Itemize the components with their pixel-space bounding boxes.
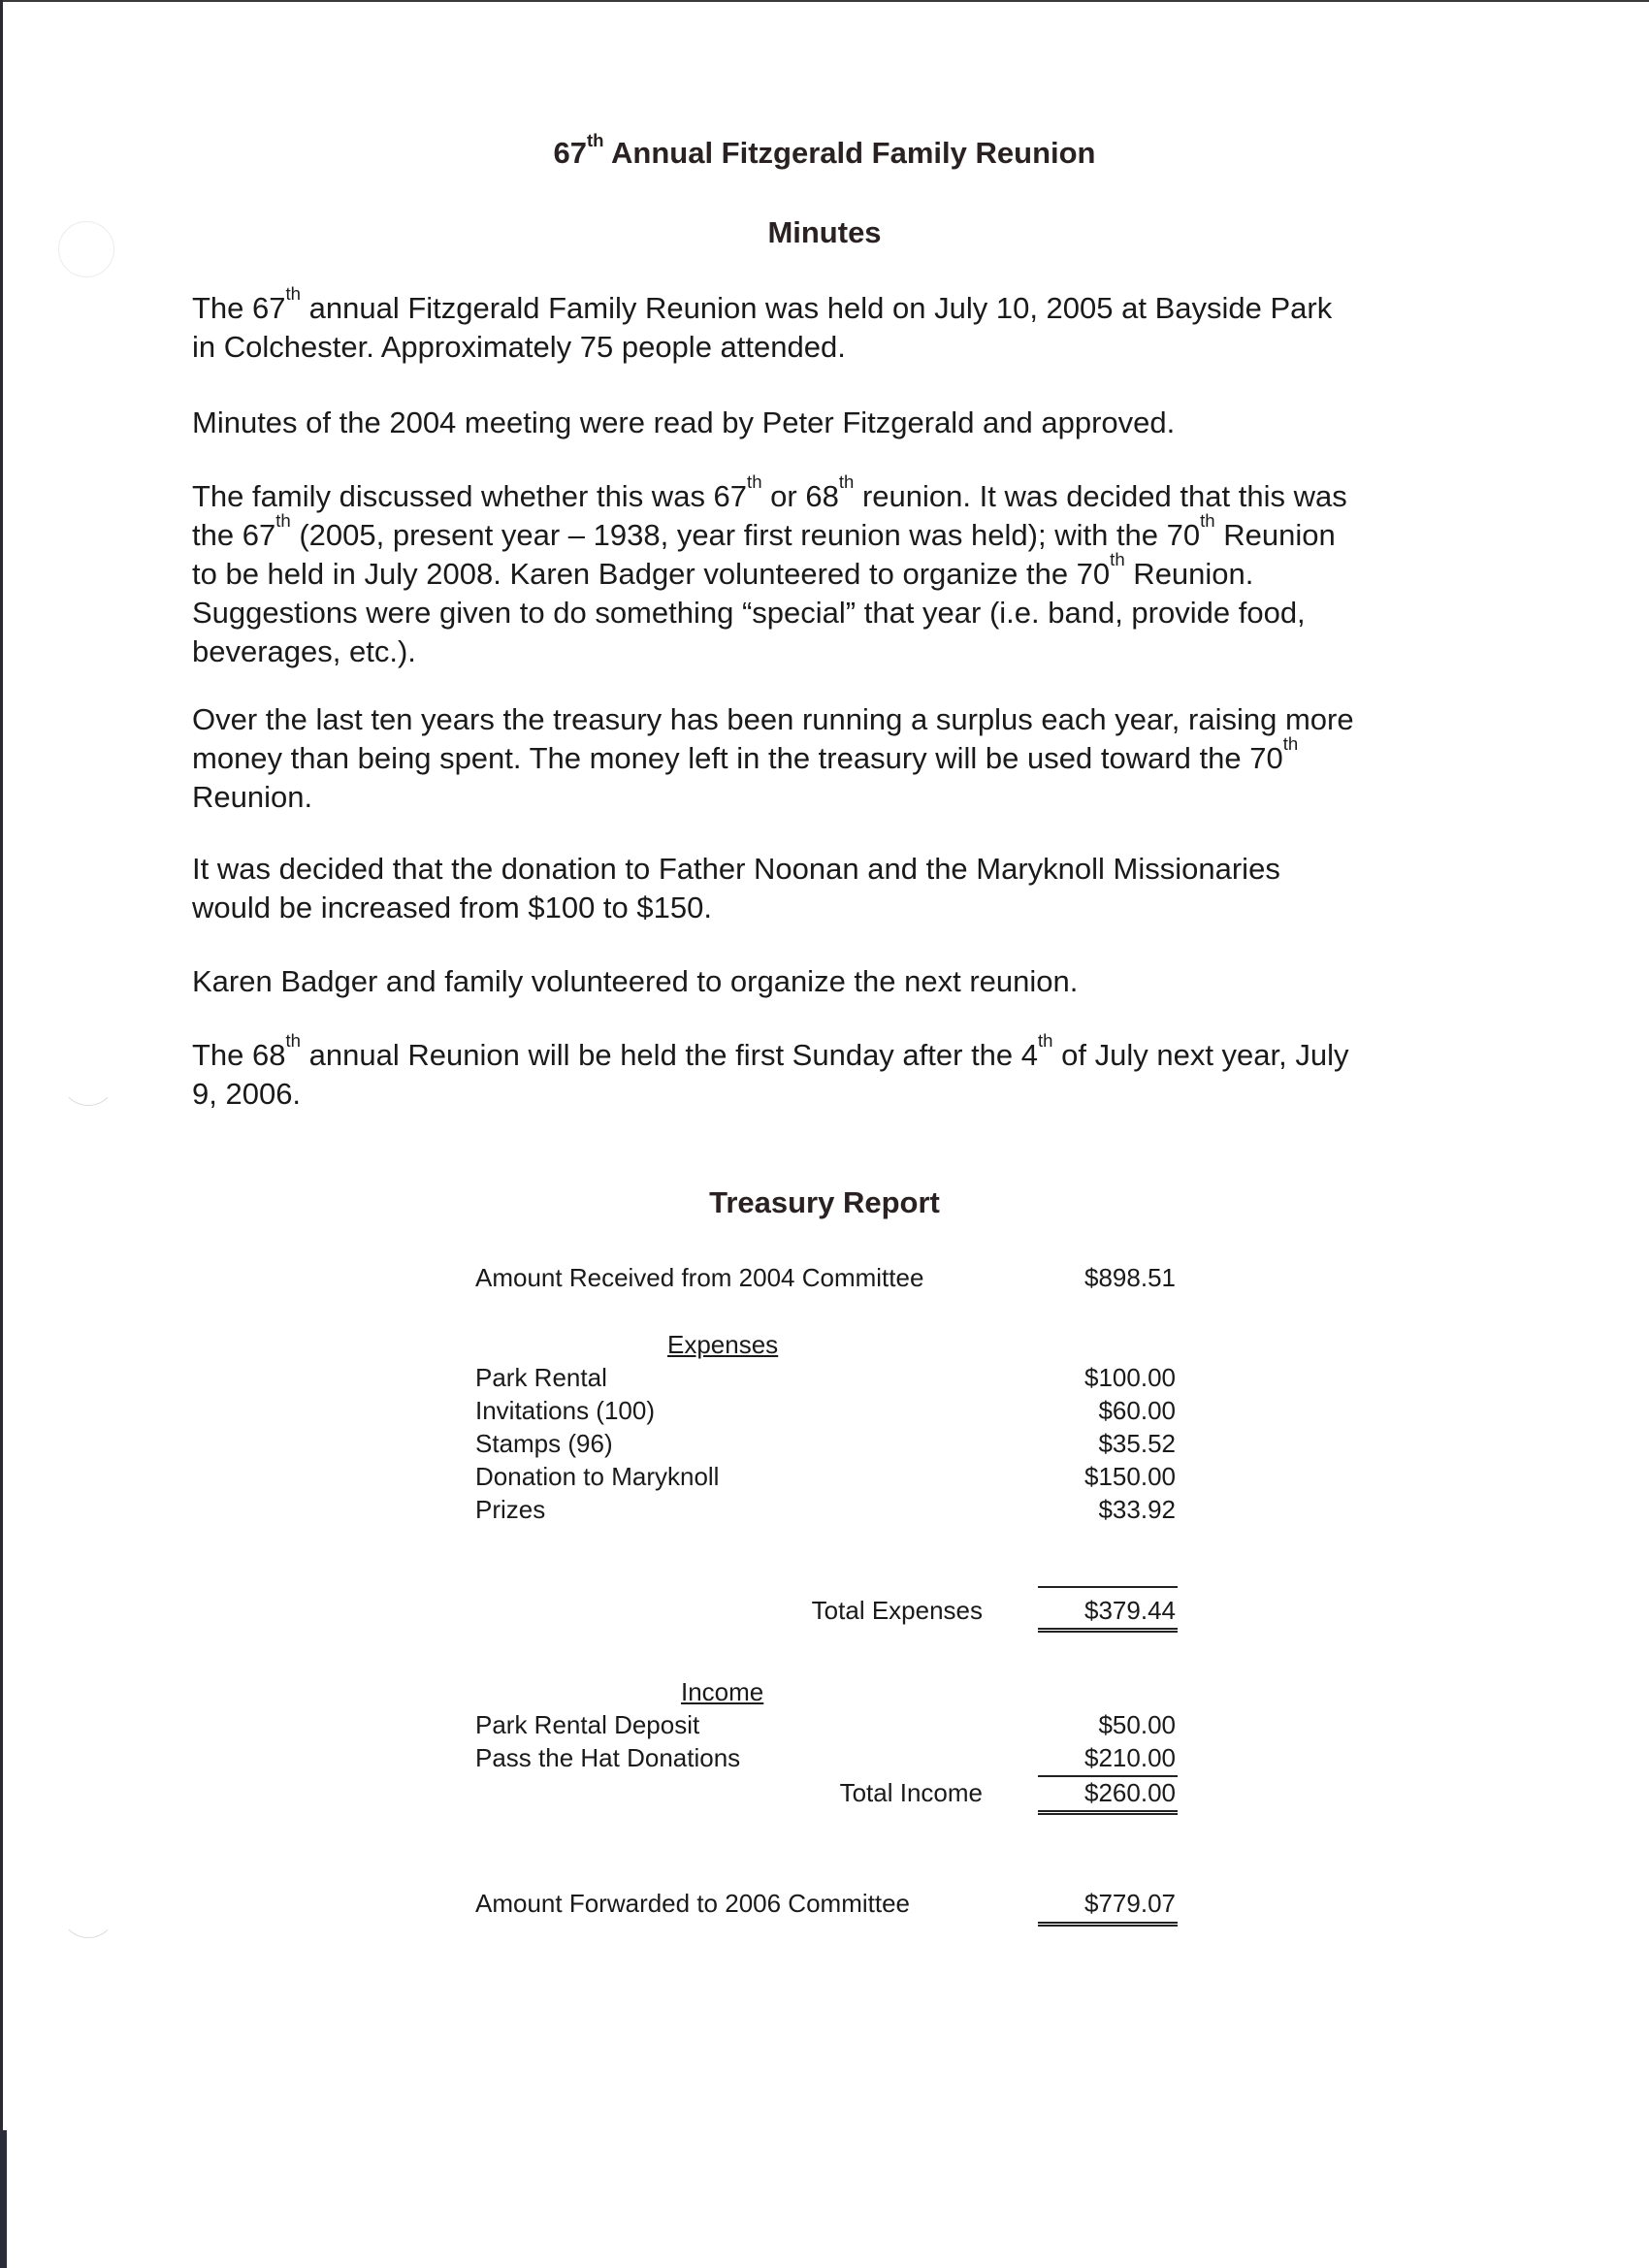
paragraph-treasury-surplus: Over the last ten years the treasury has been running a surplus each year, raising more money than being spent. The money left in the treasury will be used toward the 70th Reunion.	[192, 702, 1354, 814]
punch-hole-bottom	[60, 1882, 116, 1938]
total-expenses-top-rule	[1038, 1586, 1178, 1588]
expense-amount: $100.00	[1084, 1363, 1176, 1392]
income-amount: $210.00	[1084, 1743, 1176, 1772]
paragraph-donation-increase: It was decided that the donation to Father Noonan and the Maryknoll Missionaries would be increased from $100 to $150.	[192, 852, 1280, 924]
paragraph-minutes-approval: Minutes of the 2004 meeting were read by Peter Fitzgerald and approved.	[192, 405, 1176, 439]
scan-edge-left	[0, 0, 3, 2268]
expense-label: Park Rental	[475, 1363, 607, 1392]
expense-label: Invitations (100)	[475, 1396, 655, 1425]
forwarded-amount: $779.07	[1084, 1889, 1176, 1918]
paragraph-reunion-details: The 67th annual Fitzgerald Family Reunion was held on July 10, 2005 at Bayside Park in Colchester. Approximately 75 people attended.	[192, 283, 1333, 364]
document-subtitle: Minutes	[767, 215, 882, 249]
received-label: Amount Received from 2004 Committee	[475, 1263, 924, 1292]
scan-edge-left-bottom	[0, 2130, 7, 2268]
expense-label: Donation to Maryknoll	[475, 1462, 720, 1491]
expense-amount: $60.00	[1098, 1396, 1176, 1425]
forwarded-double-rule	[1038, 1922, 1178, 1927]
expense-amount: $150.00	[1084, 1462, 1176, 1491]
paragraph-next-organizer: Karen Badger and family volunteered to organize the next reunion.	[192, 964, 1079, 998]
received-amount: $898.51	[1084, 1263, 1176, 1292]
punch-hole-middle	[60, 1050, 116, 1106]
expense-amount: $35.52	[1098, 1429, 1176, 1458]
treasury-report-title: Treasury Report	[709, 1185, 940, 1219]
income-label: Park Rental Deposit	[475, 1710, 700, 1739]
total-expenses-double-rule	[1038, 1628, 1178, 1633]
expenses-heading: Expenses	[667, 1330, 779, 1359]
scan-edge-top	[0, 0, 1649, 2]
total-income-label: Total Income	[839, 1778, 983, 1807]
document-title: 67th Annual Fitzgerald Family Reunion	[553, 130, 1096, 170]
total-income-amount: $260.00	[1084, 1778, 1176, 1807]
total-expenses-label: Total Expenses	[811, 1596, 983, 1625]
total-income-double-rule	[1038, 1810, 1178, 1815]
expense-amount: $33.92	[1098, 1495, 1176, 1524]
paragraph-next-reunion-date: The 68th annual Reunion will be held the first Sunday after the 4th of July next year, July 9, 2006.	[192, 1030, 1349, 1111]
expense-label: Prizes	[475, 1495, 546, 1524]
paragraph-reunion-count: The family discussed whether this was 67th or 68th reunion. It was decided that this was the 67th (2005, present year – 1938, year first reunion was held); with the 70th Reunion to be held in July 2008. Karen Badger volunteered to organize the 70th Reunion. Suggestions were given to do something “special” that year (i.e. band, provide food, beverages, etc.).	[192, 471, 1347, 668]
forwarded-label: Amount Forwarded to 2006 Committee	[475, 1889, 910, 1918]
income-amount: $50.00	[1098, 1710, 1176, 1739]
expense-label: Stamps (96)	[475, 1429, 613, 1458]
income-heading: Income	[681, 1677, 764, 1706]
total-expenses-amount: $379.44	[1084, 1596, 1176, 1625]
income-label: Pass the Hat Donations	[475, 1743, 741, 1772]
